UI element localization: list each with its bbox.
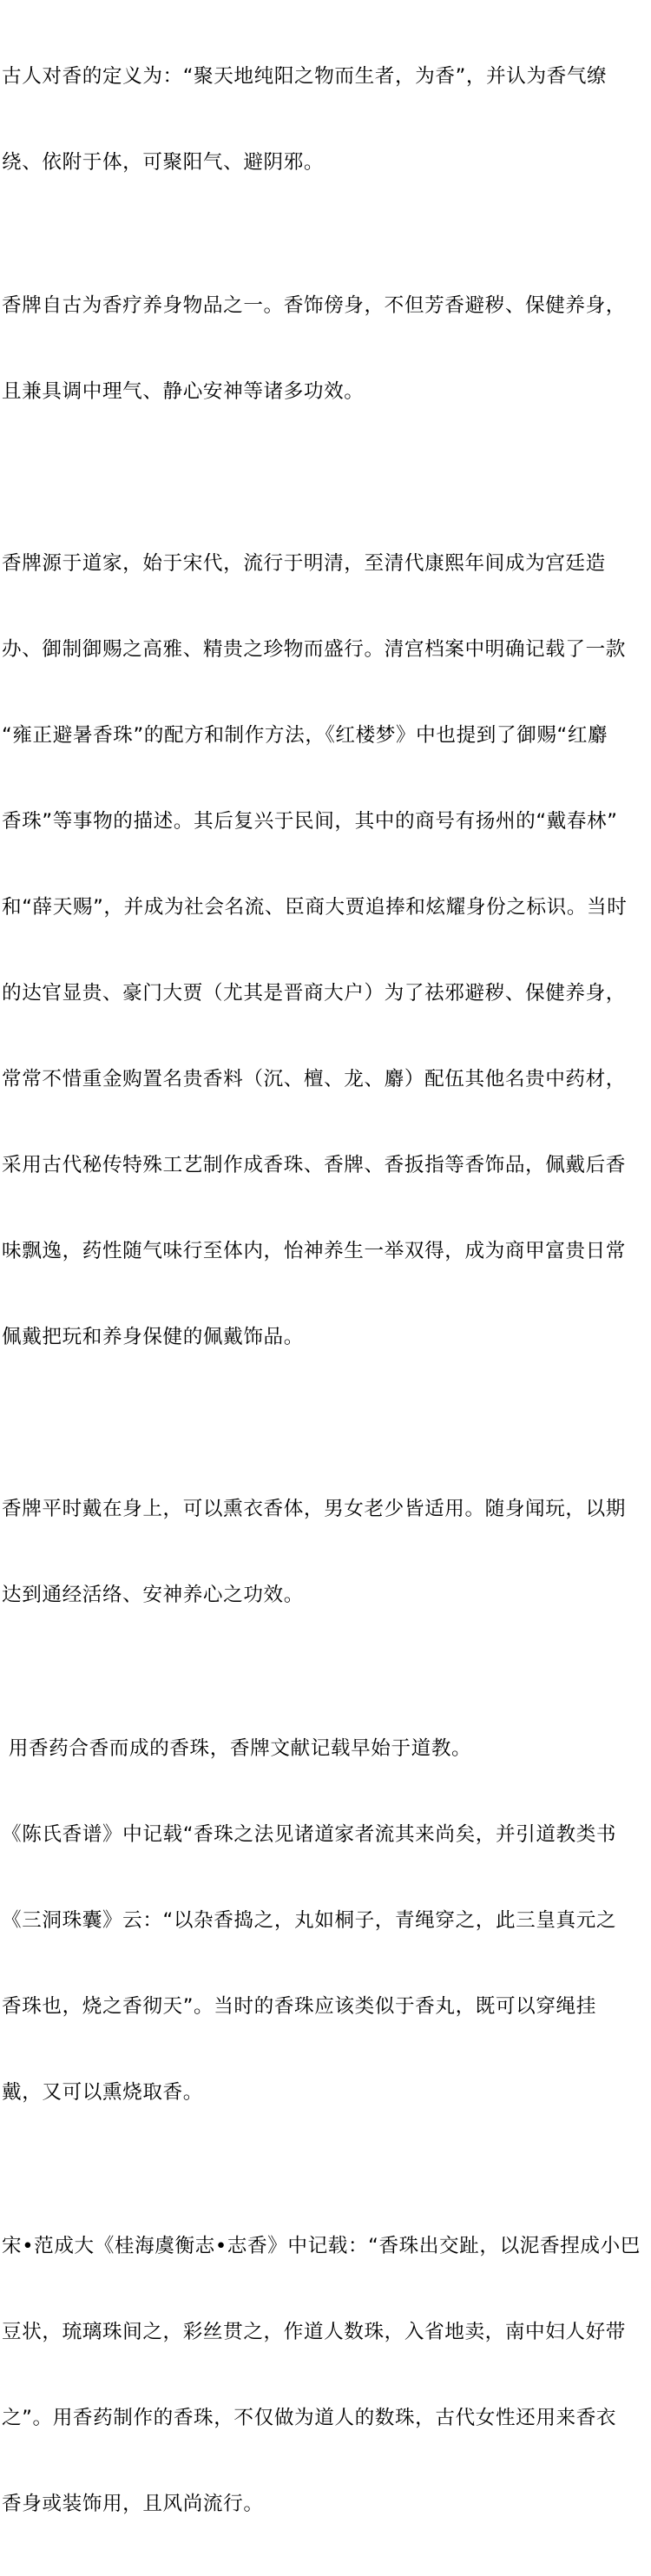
paragraph-daily-wear (2, 1438, 651, 1667)
text-line: 绕、依附于体，可聚阳气、避阴邪。 (2, 151, 325, 174)
text-line: 且兼具调中理气、静心安神等诸多功效。 (2, 380, 365, 403)
paragraph-history (2, 492, 651, 1409)
text-line: 采用古代秘传特殊工艺制作成香珠、香牌、香扳指等香饰品，佩戴后香 (2, 1154, 627, 1176)
text-line: 《陈氏香谱》中记载“香珠之法见诸道家者流其来尚矣，并引道教类书 (2, 1823, 617, 1846)
paragraph-taoist-records (2, 1677, 651, 2164)
paragraph-definition (2, 5, 651, 234)
paragraph-benefits (2, 234, 651, 464)
paragraph-song-dynasty (2, 2175, 651, 2576)
text-line: 味飘逸，药性随气味行至体内，怡神养生一举双得，成为商甲富贵日常 (2, 1240, 627, 1262)
paragraph-spacer (2, 2164, 651, 2175)
text-line: 佩戴把玩和养身保健的佩戴饰品。 (2, 1326, 304, 1348)
text-line: 《三洞珠囊》云：“以杂香捣之，丸如桐子，青绳穿之，此三皇真元之 (2, 1909, 617, 1932)
text-line: 之”。用香药制作的香珠，不仅做为道人的数珠，古代女性还用来香衣 (2, 2407, 617, 2429)
text-line: 宋•范成大《桂海虞衡志•志香》中记载：“香珠出交趾，以泥香捏成小巴 (2, 2235, 641, 2257)
text-line: 和“薛天赐”，并成为社会名流、臣商大贾追捧和炫耀身份之标识。当时 (2, 896, 628, 919)
text-line: 的达官显贵、豪门大贾（尤其是晋商大户）为了祛邪避秽、保健养身， (2, 982, 627, 1005)
text-line: 常常不惜重金购置名贵香料（沉、檀、龙、麝）配伍其他名贵中药材， (2, 1068, 627, 1090)
text-line: 香身或装饰用，且风尚流行。 (2, 2493, 264, 2515)
text-line: 香牌自古为香疗养身物品之一。香饰傍身，不但芳香避秽、保健养身， (2, 294, 627, 317)
text-line: 办、御制御赐之高雅、精贵之珍物而盛行。清宫档案中明确记载了一款 (2, 638, 627, 661)
text-line: 用香药合香而成的香珠，香牌文献记载早始于道教。 (2, 1737, 472, 1760)
text-line: “雍正避暑香珠”的配方和制作方法，《红楼梦》中也提到了御赐“红麝 (2, 724, 608, 747)
text-line: 达到通经活络、安神养心之功效。 (2, 1584, 304, 1606)
text-line: 豆状，琉璃珠间之，彩丝贯之，作道人数珠，入省地卖，南中妇人好带 (2, 2321, 627, 2343)
paragraph-spacer (2, 464, 651, 492)
paragraph-spacer (2, 1409, 651, 1438)
paragraph-spacer (2, 1667, 651, 1677)
text-line: 香珠也，烧之香彻天”。当时的香珠应该类似于香丸，既可以穿绳挂 (2, 1995, 596, 2018)
text-line: 戴，又可以熏烧取香。 (2, 2081, 203, 2104)
text-line: 香牌平时戴在身上，可以熏衣香体，男女老少皆适用。随身闻玩，以期 (2, 1498, 627, 1520)
text-line: 古人对香的定义为：“聚天地纯阳之物而生者，为香”，并认为香气缭 (2, 65, 608, 88)
text-line: 香牌源于道家，始于宋代，流行于明清，至清代康熙年间成为宫廷造 (2, 552, 606, 575)
text-line: 香珠”等事物的描述。其后复兴于民间，其中的商号有扬州的“戴春林” (2, 810, 618, 833)
